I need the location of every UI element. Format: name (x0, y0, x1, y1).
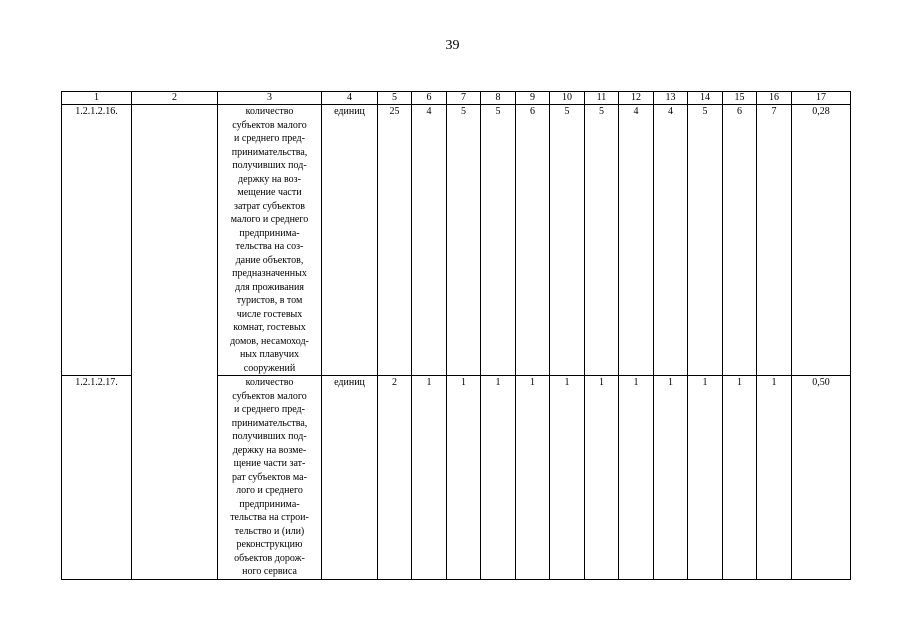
column-header-2: 2 (132, 92, 218, 105)
value-cell-col-15: 1 (723, 376, 757, 580)
description-line: числе гостевых (236, 308, 303, 320)
row-unit: единиц (322, 105, 378, 376)
column-header-17: 17 (792, 92, 851, 105)
value-cell-col-5: 25 (378, 105, 412, 376)
value-cell-col-14: 5 (688, 105, 723, 376)
value-cell-col-17: 0,28 (792, 105, 851, 376)
column-header-1: 1 (62, 92, 132, 105)
column-header-12: 12 (619, 92, 654, 105)
column-header-10: 10 (550, 92, 585, 105)
row-description (218, 376, 322, 580)
value-cell-col-11: 1 (585, 376, 619, 580)
column-header-3: 3 (218, 92, 322, 105)
description-line: домов, несамоход- (230, 335, 309, 347)
value-cell-col-11: 5 (585, 105, 619, 376)
column-header-5: 5 (378, 92, 412, 105)
description-line: затрат субъектов (234, 200, 305, 212)
value-cell-col-13: 1 (654, 376, 688, 580)
description-line: держку на возме- (232, 444, 307, 456)
description-line: реконструкцию (236, 539, 303, 550)
description-line: малого и среднего (230, 214, 309, 225)
value-cell-col-13: 4 (654, 105, 688, 376)
column-header-8: 8 (481, 92, 516, 105)
description-line: предназначенных (232, 268, 307, 279)
value-cell-col-6: 1 (412, 376, 447, 580)
description-line: сооружений (243, 362, 296, 374)
value-cell-col-7: 5 (447, 105, 481, 376)
value-cell-col-12: 4 (619, 105, 654, 376)
value-cell-col-7: 1 (447, 376, 481, 580)
description-line: объектов дорож- (234, 552, 305, 564)
description-line: комнат, гостевых (233, 322, 306, 333)
value-cell-col-8: 5 (481, 105, 516, 376)
description-line: и среднего пред- (234, 133, 305, 144)
description-line: тельства на строи- (230, 512, 309, 523)
column-header-7: 7 (447, 92, 481, 105)
description-line: принимательства, (231, 417, 308, 429)
column-header-13: 13 (654, 92, 688, 105)
value-cell-col-5: 2 (378, 376, 412, 580)
description-line: принимательства, (231, 146, 308, 158)
description-line: количество (245, 106, 294, 117)
column-header-6: 6 (412, 92, 447, 105)
description-line: и среднего пред- (234, 404, 305, 415)
row-code: 1.2.1.2.17. (62, 376, 132, 580)
description-line: тельства на соз- (235, 241, 304, 252)
row-unit: единиц (322, 376, 378, 580)
description-line: туристов, в том (236, 295, 303, 306)
value-cell-col-10: 5 (550, 105, 585, 376)
column-header-15: 15 (723, 92, 757, 105)
description-line: субъектов малого (232, 390, 307, 402)
column-header-9: 9 (516, 92, 550, 105)
description-line: лого и среднего (236, 485, 303, 496)
column-header-14: 14 (688, 92, 723, 105)
description-line: ных плавучих (239, 349, 300, 360)
description-line: дание объектов, (235, 254, 304, 266)
description-line: предпринима- (239, 227, 300, 239)
description-line: щение части зат- (233, 458, 306, 469)
description-line: мещение части (237, 187, 302, 198)
row-description (218, 105, 322, 376)
description-line: держку на воз- (238, 173, 301, 185)
value-cell-col-6: 4 (412, 105, 447, 376)
value-cell-col-12: 1 (619, 376, 654, 580)
column-2-cell (132, 105, 218, 580)
column-header-4: 4 (322, 92, 378, 105)
value-cell-col-17: 0,50 (792, 376, 851, 580)
column-header-11: 11 (585, 92, 619, 105)
value-cell-col-10: 1 (550, 376, 585, 580)
description-line: субъектов малого (232, 119, 307, 131)
description-line: предпринима- (239, 498, 300, 510)
value-cell-col-16: 7 (757, 105, 792, 376)
description-line: рат субъектов ма- (232, 471, 307, 483)
description-line: тельство и (или) (234, 525, 305, 537)
column-header-row (62, 92, 851, 105)
description-line: получивших под- (232, 431, 307, 442)
data-table (61, 91, 851, 580)
value-cell-col-16: 1 (757, 376, 792, 580)
value-cell-col-15: 6 (723, 105, 757, 376)
description-line: количество (245, 377, 294, 388)
description-line: ного сервиса (242, 566, 297, 577)
column-header-16: 16 (757, 92, 792, 105)
value-cell-col-9: 1 (516, 376, 550, 580)
table-row (62, 105, 851, 376)
row-code: 1.2.1.2.16. (62, 105, 132, 376)
description-line: получивших под- (232, 160, 307, 171)
value-cell-col-14: 1 (688, 376, 723, 580)
value-cell-col-8: 1 (481, 376, 516, 580)
page-number: 39 (445, 38, 460, 53)
description-line: для проживания (235, 281, 304, 293)
value-cell-col-9: 6 (516, 105, 550, 376)
